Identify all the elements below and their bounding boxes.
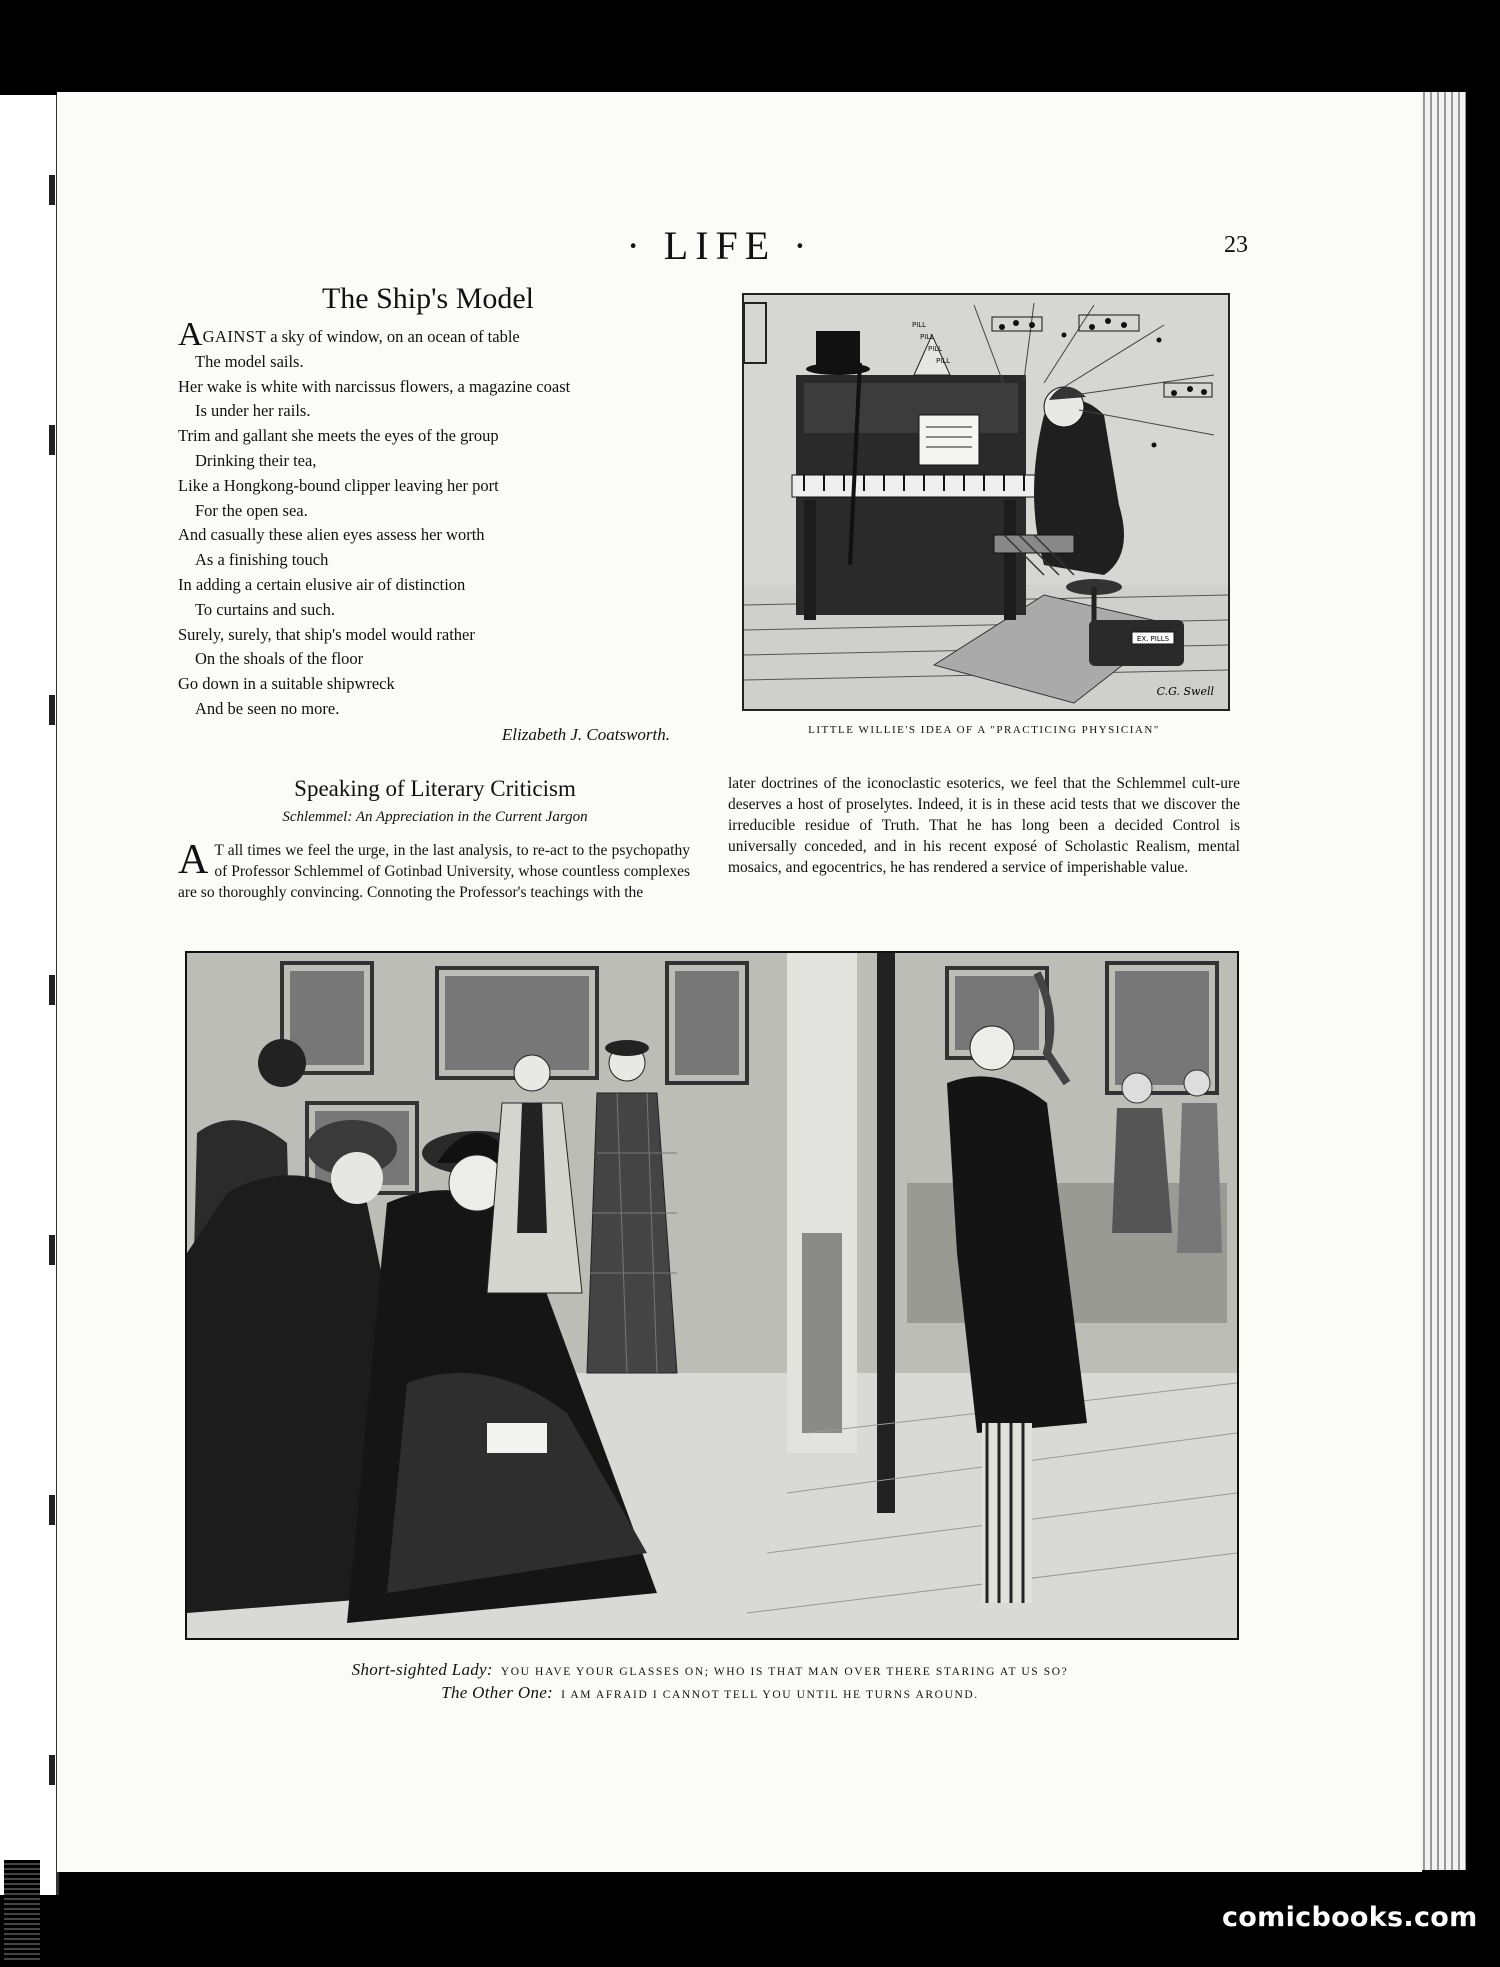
music-word: PILL [920,333,935,341]
binding-edge [4,1860,40,1960]
drop-cap: A [178,316,203,353]
watermark: comicbooks.com [1222,1902,1478,1933]
piano-cartoon [742,293,1230,711]
poem-line: Go down in a suitable shipwreck [178,674,395,694]
article-title: Speaking of Literary Criticism [294,776,576,801]
poem-body [178,316,688,722]
poem-line: Is under her rails. [195,401,311,421]
poem-line: Like a Hongkong-bound clipper leaving her port [178,475,499,495]
poem-line: And casually these alien eyes assess her worth [178,525,485,545]
music-word: PILL [936,357,951,365]
caption-text: YOU HAVE YOUR GLASSES ON; WHO IS THAT MAN OVER THERE STARING AT US SO? [500,1666,1069,1678]
music-word: PILL [928,345,943,353]
caption-text: I AM AFRAID I CANNOT TELL YOU UNTIL HE TURNS AROUND. [561,1689,979,1701]
book-gutter [0,95,59,1895]
poem-line: In adding a certain elusive air of distinction [178,574,466,594]
caption-speaker: Short-sighted Lady: [351,1660,493,1679]
poem-line: To curtains and such. [195,599,335,619]
article-text: T all times we feel the urge, in the last analysis, to re-act to the psychopathy of Professor Schlemmel of Gotinbad University, whose countless complexes are so thoroughly convincing. Connoting the Professor's teachings with the [178,842,690,901]
drop-cap: A [178,837,209,883]
gallery-cartoon [185,951,1239,1640]
page-edges [1418,92,1466,1870]
bag-label: EX. PILLS [1136,635,1170,643]
piano-cartoon-drawing [744,295,1228,709]
poem-line: As a finishing touch [195,550,329,570]
article-column-2: later doctrines of the iconoclastic esoterics, we feel that the Schlemmel cult-ure deserves a host of proselytes. Indeed, it is in these acid tests that we discover the irreducible residue of Truth. That he has long been a decided Control is universally conceded, and in his recent exposé of Scholastic Realism, mental mosaics, and egocentrics, he has rendered a service of imperishable value. [728,775,1240,876]
poem-attribution: Elizabeth J. Coatsworth. [501,725,670,744]
poem-title: The Ship's Model [321,282,535,315]
masthead: · LIFE · [626,223,814,268]
poem-line: Surely, surely, that ship's model would rather [178,624,475,644]
poem-line: For the open sea. [195,500,308,520]
artist-signature: C.G. Swell [1156,685,1214,698]
poem-line: Drinking their tea, [195,450,317,470]
music-word: PILL [912,321,927,329]
poem-line: The model sails. [195,351,304,371]
gallery-caption-line [180,1683,1240,1703]
caption-speaker: The Other One: [441,1683,554,1702]
poem-line: Trim and gallant she meets the eyes of the group [178,426,499,446]
gallery-caption-line [180,1660,1240,1680]
poem-line: AGAINST a sky of window, on an ocean of table [178,316,520,353]
page-number: 23 [1224,232,1248,258]
poem-line: On the shoals of the floor [195,649,364,669]
article-column-1 [178,837,690,903]
piano-cartoon-caption: LITTLE WILLIE'S IDEA OF A "PRACTICING PHYSICIAN" [808,724,1160,736]
poem-line: Her wake is white with narcissus flowers, a magazine coast [178,376,571,396]
poem-line: And be seen no more. [195,698,340,718]
gallery-cartoon-drawing [187,953,1237,1638]
article-subtitle: Schlemmel: An Appreciation in the Current Jargon [282,809,588,825]
